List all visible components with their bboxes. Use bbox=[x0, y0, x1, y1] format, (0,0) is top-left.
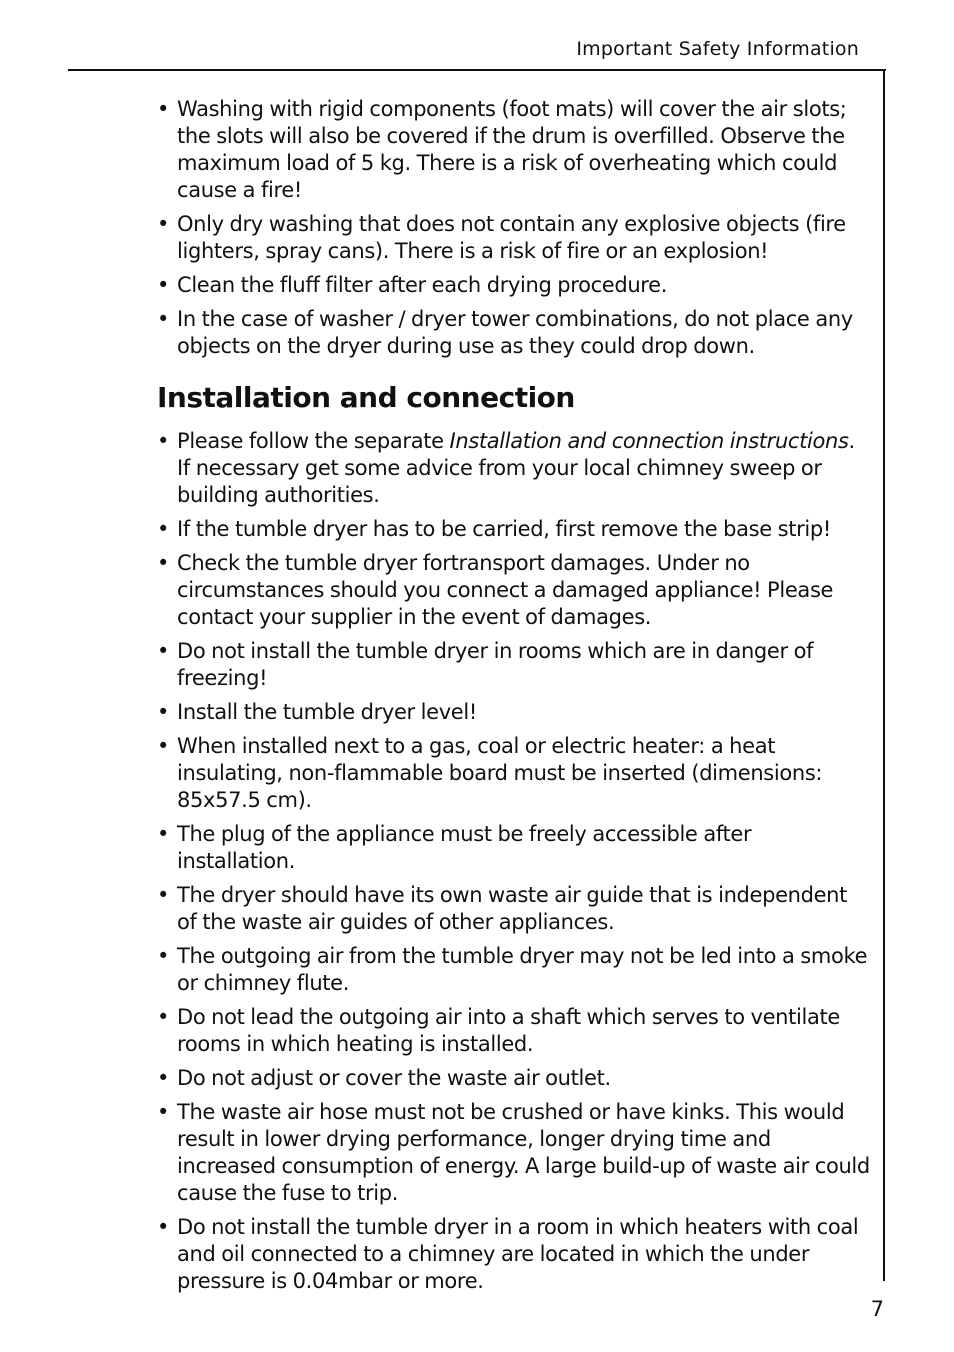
installation-list bbox=[157, 428, 872, 1295]
page-content bbox=[157, 96, 872, 1302]
list-item: • Washing with rigid components (foot mats) will cover the air slots; the slots will also be covered if the drum is overfilled. Observe the maximum load of 5 kg. There is a risk of overheating which could cause a fire! bbox=[157, 96, 872, 204]
list-item: • The dryer should have its own waste air guide that is independent of the waste air guides of other appliances. bbox=[157, 882, 872, 936]
list-item-text: Please follow the separate bbox=[177, 429, 450, 453]
header-rule bbox=[68, 69, 886, 71]
list-item: • In the case of washer / dryer tower combinations, do not place any objects on the dryer during use as they could drop down. bbox=[157, 306, 872, 360]
page-number: 7 bbox=[870, 1297, 884, 1321]
list-item: • The plug of the appliance must be freely accessible after installation. bbox=[157, 821, 872, 875]
side-rule bbox=[883, 69, 885, 1281]
list-item: • Clean the fluff filter after each drying procedure. bbox=[157, 272, 872, 299]
list-item: • Install the tumble dryer level! bbox=[157, 699, 872, 726]
list-item: • Do not adjust or cover the waste air outlet. bbox=[157, 1065, 872, 1092]
safety-list bbox=[157, 96, 872, 360]
list-item: • The waste air hose must not be crushed or have kinks. This would result in lower drying performance, longer drying time and increased consumption of energy. A large build-up of waste air could cause the fuse to trip. bbox=[157, 1099, 872, 1207]
list-item-text: . If necessary get some advice from your local chimney sweep or building authorities. bbox=[177, 429, 855, 507]
list-item: • Do not install the tumble dryer in a room in which heaters with coal and oil connected to a chimney are located in which the under pressure is 0.04mbar or more. bbox=[157, 1214, 872, 1295]
instructions-title: Installation and connection instructions bbox=[449, 429, 849, 453]
section-heading: Installation and connection bbox=[157, 381, 575, 414]
running-header: Important Safety Information bbox=[576, 38, 859, 60]
list-item: • Check the tumble dryer fortransport damages. Under no circumstances should you connect a damaged appliance! Please contact your supplier in the event of damages. bbox=[157, 550, 872, 631]
list-item: • Do not lead the outgoing air into a shaft which serves to ventilate rooms in which heating is installed. bbox=[157, 1004, 872, 1058]
list-item: • Do not install the tumble dryer in rooms which are in danger of freezing! bbox=[157, 638, 872, 692]
list-item: • If the tumble dryer has to be carried, first remove the base strip! bbox=[157, 516, 872, 543]
list-item: • Only dry washing that does not contain any explosive objects (fire lighters, spray cans). There is a risk of fire or an explosion! bbox=[157, 211, 872, 265]
list-item: • The outgoing air from the tumble dryer may not be led into a smoke or chimney flute. bbox=[157, 943, 872, 997]
list-item: • When installed next to a gas, coal or electric heater: a heat insulating, non-flammable board must be inserted (dimensions: 85x57.5 cm). bbox=[157, 733, 872, 814]
list-item bbox=[157, 428, 872, 509]
